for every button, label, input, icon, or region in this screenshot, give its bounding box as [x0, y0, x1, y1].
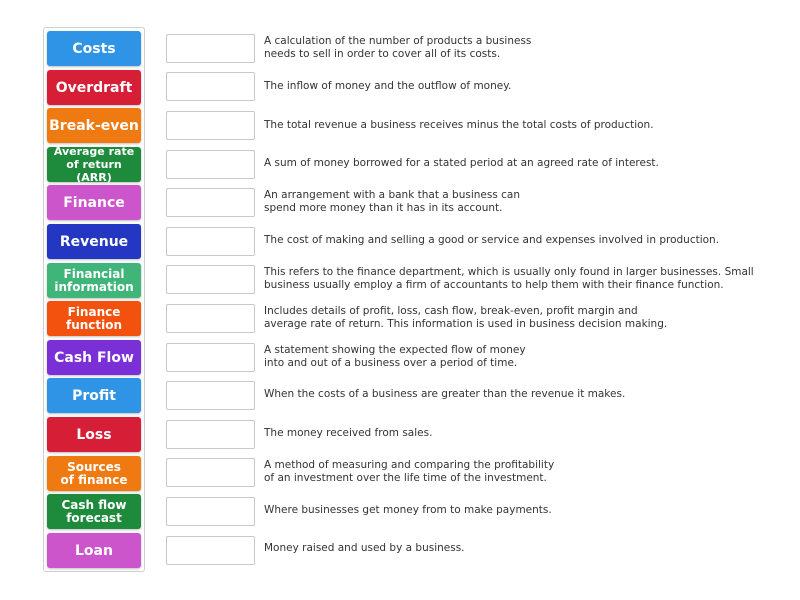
tile-loss[interactable]: Loss	[47, 417, 141, 452]
drop-box[interactable]	[166, 458, 255, 487]
tile-revenue[interactable]: Revenue	[47, 224, 141, 259]
tile-cash-flow-forecast[interactable]: Cash flow forecast	[47, 494, 141, 529]
description: A statement showing the expected flow of money into and out of a business over a period of time.	[264, 344, 526, 369]
description: The total revenue a business receives minus the total costs of production.	[264, 119, 654, 131]
description: The inflow of money and the outflow of money.	[264, 80, 512, 92]
description: A calculation of the number of products a business needs to sell in order to cover all of its costs.	[264, 35, 532, 60]
description: The money received from sales.	[264, 427, 433, 439]
tile-average-rate-of-return[interactable]: Average rate of return (ARR)	[47, 147, 141, 182]
description: Money raised and used by a business.	[264, 542, 465, 554]
drop-box[interactable]	[166, 111, 255, 140]
tile-break-even[interactable]: Break-even	[47, 108, 141, 143]
tile-cash-flow[interactable]: Cash Flow	[47, 340, 141, 375]
drop-box[interactable]	[166, 34, 255, 63]
description: A method of measuring and comparing the profitability of an investment over the life time of the investment.	[264, 459, 555, 484]
drop-box[interactable]	[166, 227, 255, 256]
description: The cost of making and selling a good or service and expenses involved in production.	[264, 234, 720, 246]
drop-box[interactable]	[166, 343, 255, 372]
description: This refers to the finance department, which is usually only found in larger businesses. Small business usually employ a firm of accountants to help them with their finance function.	[264, 266, 754, 291]
drop-box[interactable]	[166, 536, 255, 565]
drop-box[interactable]	[166, 381, 255, 410]
drop-box[interactable]	[166, 497, 255, 526]
tile-loan[interactable]: Loan	[47, 533, 141, 568]
tile-costs[interactable]: Costs	[47, 31, 141, 66]
tile-finance[interactable]: Finance	[47, 185, 141, 220]
description: Where businesses get money from to make payments.	[264, 504, 552, 516]
description: An arrangement with a bank that a business can spend more money than it has in its account.	[264, 189, 521, 214]
tile-overdraft[interactable]: Overdraft	[47, 70, 141, 105]
description: When the costs of a business are greater than the revenue it makes.	[264, 388, 626, 400]
drop-box[interactable]	[166, 304, 255, 333]
description: Includes details of profit, loss, cash flow, break-even, profit margin and average rate of return. This information is used in business decision making.	[264, 305, 668, 330]
drop-box[interactable]	[166, 188, 255, 217]
drop-box[interactable]	[166, 265, 255, 294]
tile-financial-information[interactable]: Financial information	[47, 263, 141, 298]
tile-finance-function[interactable]: Finance function	[47, 301, 141, 336]
tile-profit[interactable]: Profit	[47, 378, 141, 413]
tile-sources-of-finance[interactable]: Sources of finance	[47, 456, 141, 491]
drop-box[interactable]	[166, 420, 255, 449]
drop-box[interactable]	[166, 150, 255, 179]
description: A sum of money borrowed for a stated period at an agreed rate of interest.	[264, 157, 659, 169]
drop-box[interactable]	[166, 72, 255, 101]
